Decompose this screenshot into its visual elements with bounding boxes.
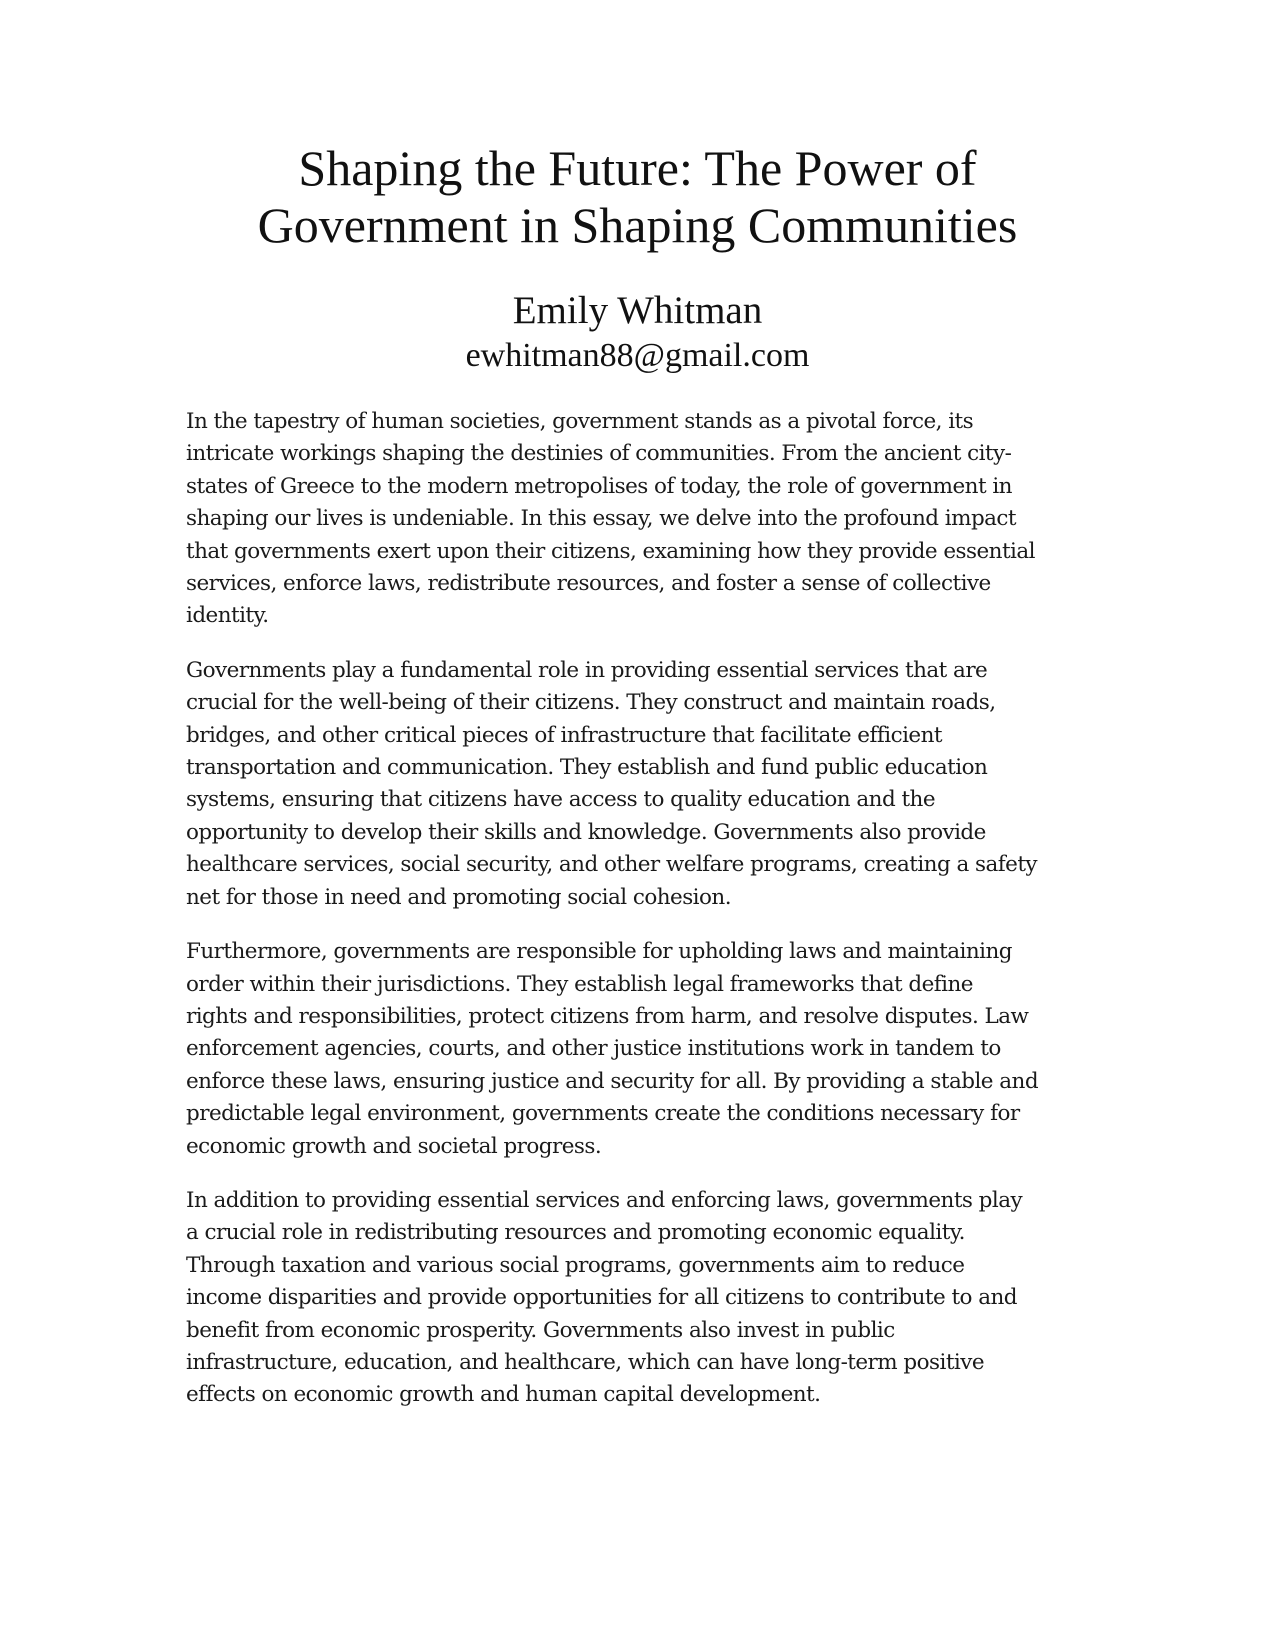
paragraph-line: a crucial role in redistributing resources and promoting economic equality.: [186, 1220, 965, 1246]
title-line: Government in Shaping Communities: [257, 197, 1018, 253]
paragraph-line: identity.: [186, 603, 269, 629]
paragraph-line: economic growth and societal progress.: [186, 1133, 602, 1159]
paragraph-line: states of Greece to the modern metropolises of today, the role of government in: [186, 473, 1012, 499]
paragraph-intro: [186, 406, 1081, 633]
paragraph-line: Through taxation and various social programs, governments aim to reduce: [186, 1252, 965, 1278]
paragraph-line: effects on economic growth and human capital development.: [186, 1382, 821, 1408]
paragraph-services: [186, 655, 1081, 914]
author-email: ewhitman88@gmail.com: [465, 337, 810, 374]
paragraph-line: In the tapestry of human societies, government stands as a pivotal force, its: [186, 409, 974, 434]
paragraph-line: benefit from economic prosperity. Governments also invest in public: [186, 1317, 895, 1343]
paragraph-line: opportunity to develop their skills and knowledge. Governments also provide: [186, 819, 986, 845]
paragraph-line: In addition to providing essential services and enforcing laws, governments play: [186, 1187, 1023, 1213]
paragraph-line: services, enforce laws, redistribute resources, and foster a sense of collective: [186, 571, 991, 597]
paragraph-line: transportation and communication. They establish and fund public education: [186, 755, 988, 781]
author-name: Emily Whitman: [512, 289, 763, 332]
paragraph-line: intricate workings shaping the destinies of communities. From the ancient city-: [186, 441, 1012, 467]
paragraph-line: crucial for the well-being of their citizens. They construct and maintain roads,: [186, 690, 996, 716]
paragraph-line: net for those in need and promoting social cohesion.: [186, 884, 731, 910]
paragraph-line: enforcement agencies, courts, and other justice institutions work in tandem to: [186, 1036, 1001, 1062]
paragraph-line: order within their jurisdictions. They establish legal frameworks that define: [186, 971, 973, 997]
paragraph-line: systems, ensuring that citizens have access to quality education and the: [186, 787, 936, 813]
paragraph-line: shaping our lives is undeniable. In this essay, we delve into the profound impact: [186, 506, 1017, 532]
paragraph-line: predictable legal environment, governments create the conditions necessary for: [186, 1101, 1020, 1127]
title-line: Shaping the Future: The Power of: [298, 140, 977, 196]
paragraph-line: infrastructure, education, and healthcare, which can have long-term positive: [186, 1349, 985, 1375]
paragraph-laws: [186, 936, 1081, 1163]
paragraph-line: Furthermore, governments are responsible for upholding laws and maintaining: [186, 939, 1012, 965]
essay-body: [186, 406, 1081, 1434]
paragraph-line: that governments exert upon their citizens, examining how they provide essential: [186, 538, 1035, 564]
paragraph-line: rights and responsibilities, protect citizens from harm, and resolve disputes. Law: [186, 1003, 1029, 1029]
paragraph-line: Governments play a fundamental role in providing essential services that are: [186, 657, 988, 683]
paragraph-line: healthcare services, social security, and other welfare programs, creating a safety: [186, 852, 1038, 878]
paragraph-line: enforce these laws, ensuring justice and security for all. By providing a stable and: [186, 1068, 1039, 1094]
paragraph-line: income disparities and provide opportunities for all citizens to contribute to and: [186, 1285, 1017, 1311]
paragraph-line: bridges, and other critical pieces of infrastructure that facilitate efficient: [186, 722, 942, 748]
paragraph-redistribution: [186, 1185, 1081, 1412]
page-title: [180, 140, 1095, 254]
